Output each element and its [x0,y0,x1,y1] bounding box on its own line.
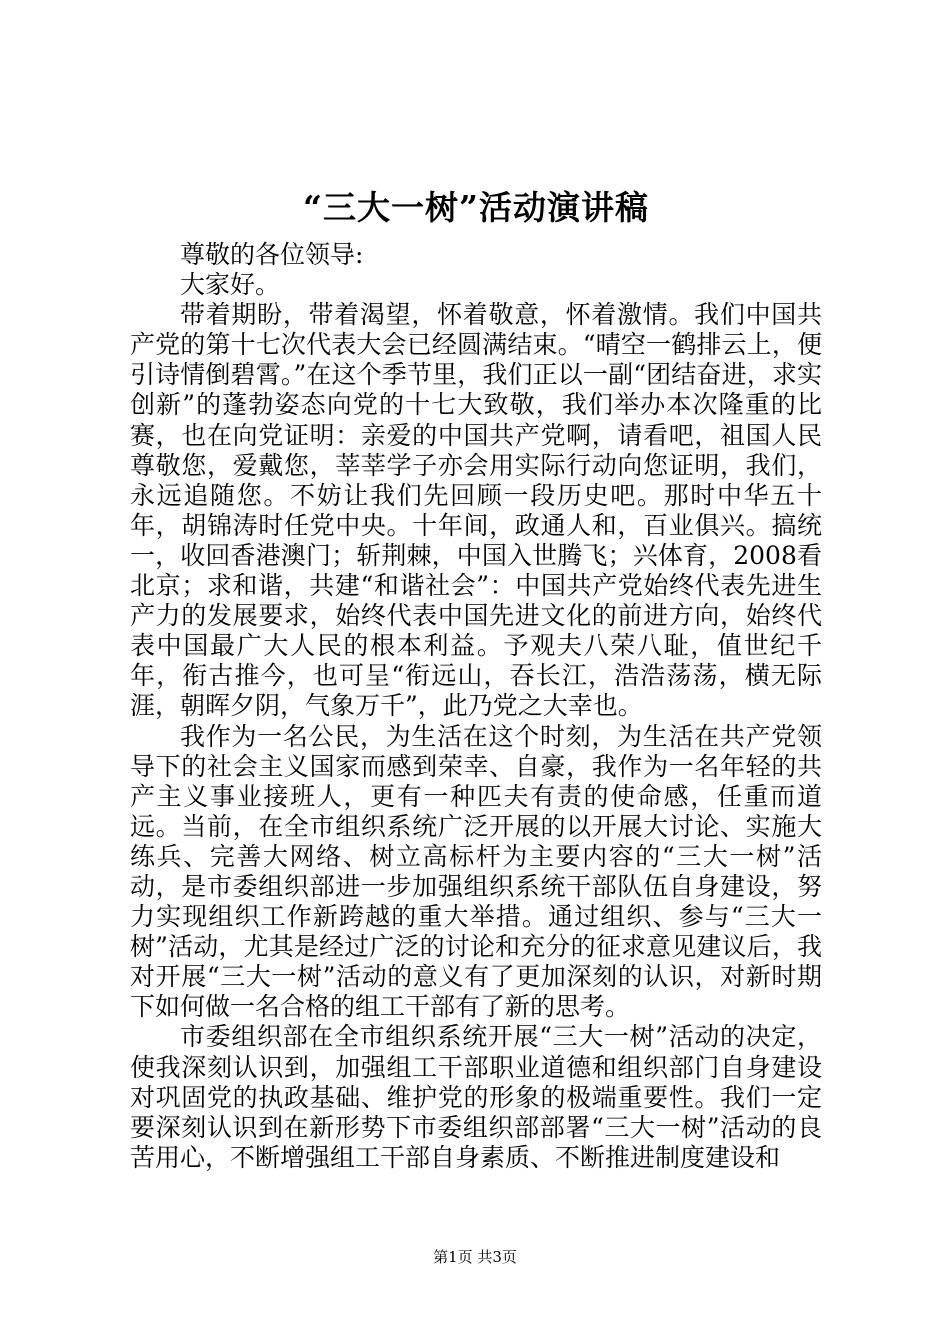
page-footer: 第1页 共3页 [433,1248,517,1266]
paragraph-1: 带着期盼，带着渴望，怀着敬意，怀着激情。我们中国共产党的第十七次代表大会已经圆满结束。“晴空一鹤排云上，便引诗情倒碧霄。”在这个季节里，我们正以一副“团结奋进，求实创新”的蓬勃姿态向党的十七大致敬，我们举办本次隆重的比赛，也在向党证明：亲爱的中国共产党啊，请看吧，祖国人民尊敬您，爱戴您，莘莘学子亦会用实际行动向您证明，我们，永远追随您。不妨让我们先回顾一段历史吧。那时中华五十年，胡锦涛时任党中央。十年间，政通人和，百业俱兴。搞统一，收回香港澳门；斩荆棘，中国入世腾飞；兴体育，2008看北京；求和谐，共建“和谐社会”：中国共产党始终代表先进生产力的发展要求，始终代表中国先进文化的前进方向，始终代表中国最广大人民的根本利益。予观夫八荣八耻，值世纪千年，衔古推今，也可呈“衔远山，吞长江，浩浩荡荡，横无际涯，朝晖夕阴，气象万千”，此乃党之大幸也。 [130,300,822,721]
document-body [130,240,822,1173]
salutation: 尊敬的各位领导: [180,240,364,269]
greeting: 大家好。 [180,270,281,300]
document-title: “三大一树”活动演讲稿 [303,188,649,227]
paragraph-3: 市委组织部在全市组织系统开展“三大一树”活动的决定，使我深刻认识到，加强组工干部职业道德和组织部门自身建设对巩固党的执政基础、维护党的形象的极端重要性。我们一定要深刻认识到在新形势下市委组织部部署“三大一树”活动的良苦用心，不断增强组工干部自身素质、不断推进制度建设和 [130,1022,822,1172]
paragraph-2: 我作为一名公民，为生活在这个时刻，为生活在共产党领导下的社会主义国家而感到荣幸、自豪，我作为一名年轻的共产主义事业接班人，更有一种匹夫有责的使命感，任重而道远。当前，在全市组织系统广泛开展的以开展大讨论、实施大练兵、完善大网络、树立高标杆为主要内容的“三大一树”活动，是市委组织部进一步加强组织系统干部队伍自身建设，努力实现组织工作新跨越的重大举措。通过组织、参与“三大一树”活动，尤其是经过广泛的讨论和充分的征求意见建议后，我对开展“三大一树”活动的意义有了更加深刻的认识，对新时期下如何做一名合格的组工干部有了新的思考。 [130,721,822,1022]
